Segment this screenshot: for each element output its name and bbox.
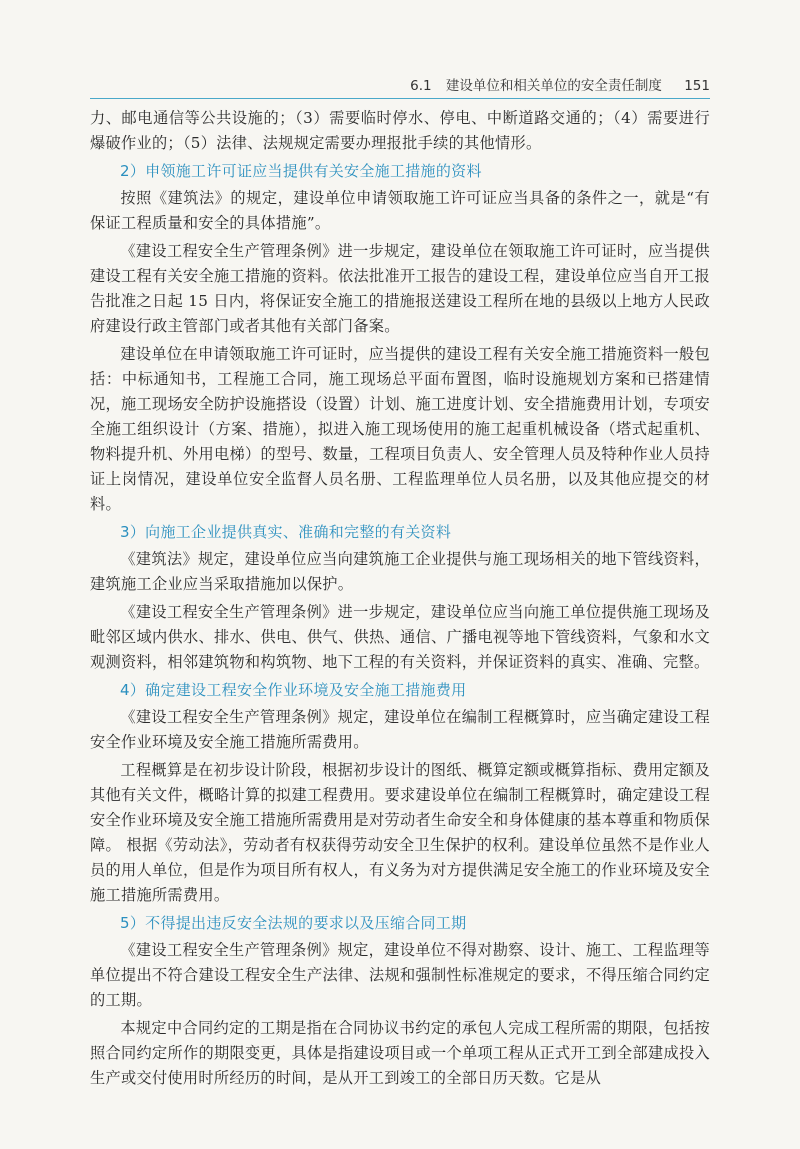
paragraph: 《建设工程安全生产管理条例》规定，建设单位不得对勘察、设计、施工、工程监理等单位提出不符合建设工程安全生产法律、法规和强制性标准规定的要求，不得压缩合同约定的工期。 [90, 941, 710, 1009]
paragraph: 按照《建筑法》的规定，建设单位申请领取施工许可证应当具备的条件之一，就是“有保证工程质量和安全的具体措施”。 [90, 189, 710, 232]
paragraph: 《建设工程安全生产管理条例》规定，建设单位在编制工程概算时，应当确定建设工程安全作业环境及安全施工措施所需费用。 [90, 708, 710, 751]
paragraph: 本规定中合同约定的工期是指在合同协议书约定的承包人完成工程所需的期限，包括按照合同约定所作的期限变更，具体是指建设项目或一个单项工程从正式开工到全部建成投入生产或交付使用时所经历的时间，是从开工到竣工的全部日历天数。它是从 [90, 1019, 710, 1087]
running-header [90, 74, 710, 96]
page-body [90, 106, 710, 1094]
section-number: 6.1 [410, 78, 432, 94]
paragraph: 《建设工程安全生产管理条例》进一步规定，建设单位应当向施工单位提供施工现场及毗邻区域内供水、排水、供电、供气、供热、通信、广播电视等地下管线资料，气象和水文观测资料，相邻建筑物和构筑物、地下工程的有关资料，并保证资料的真实、准确、完整。 [90, 603, 710, 671]
subheading-5: 5）不得提出违反安全法规的要求以及压缩合同工期 [120, 914, 467, 932]
paragraph: 工程概算是在初步设计阶段，根据初步设计的图纸、概算定额或概算指标、费用定额及其他有关文件，概略计算的拟建工程费用。要求建设单位在编制工程概算时，确定建设工程安全作业环境及安全施工措施所需费用是对劳动者生命安全和身体健康的基本尊重和物质保障。 根据《劳动法》，劳动者有权获得劳动安全卫生保护的权利。建设单位虽然不是作业人员的用人单位，但是作为项目所有权人，有义务为对方提供满足安全施工的作业环境及安全施工措施所需费用。 [90, 761, 710, 904]
subheading-2: 2）申领施工许可证应当提供有关安全施工措施的资料 [120, 162, 482, 180]
section-title: 建设单位和相关单位的安全责任制度 [445, 78, 662, 94]
paragraph: 《建设工程安全生产管理条例》进一步规定，建设单位在领取施工许可证时，应当提供建设工程有关安全施工措施的资料。依法批准开工报告的建设工程，建设单位应当自开工报告批准之日起 15 日内，将保证安全施工的措施报送建设工程所在地的县级以上地方人民政府建设行政主管部门或者其他有关部门备案。 [90, 242, 710, 335]
paragraph-continued: 力、邮电通信等公共设施的；（3）需要临时停水、停电、中断道路交通的；（4）需要进行爆破作业的；（5）法律、法规规定需要办理报批手续的其他情形。 [90, 109, 710, 152]
subheading-4: 4）确定建设工程安全作业环境及安全施工措施费用 [120, 681, 467, 699]
page-number: 151 [684, 78, 710, 94]
subheading-3: 3）向施工企业提供真实、准确和完整的有关资料 [120, 523, 452, 541]
paragraph: 《建筑法》规定，建设单位应当向建筑施工企业提供与施工现场相关的地下管线资料，建筑施工企业应当采取措施加以保护。 [90, 550, 710, 593]
paragraph: 建设单位在申请领取施工许可证时，应当提供的建设工程有关安全施工措施资料一般包括：中标通知书，工程施工合同，施工现场总平面布置图，临时设施规划方案和已搭建情况，施工现场安全防护设施搭设（设置）计划、施工进度计划、安全措施费用计划，专项安全施工组织设计（方案、措施），拟进入施工现场使用的施工起重机械设备（塔式起重机、物料提升机、外用电梯）的型号、数量，工程项目负责人、安全管理人员及特种作业人员持证上岗情况，建设单位安全监督人员名册、工程监理单位人员名册，以及其他应提交的材料。 [90, 345, 710, 513]
header-divider [90, 98, 710, 99]
